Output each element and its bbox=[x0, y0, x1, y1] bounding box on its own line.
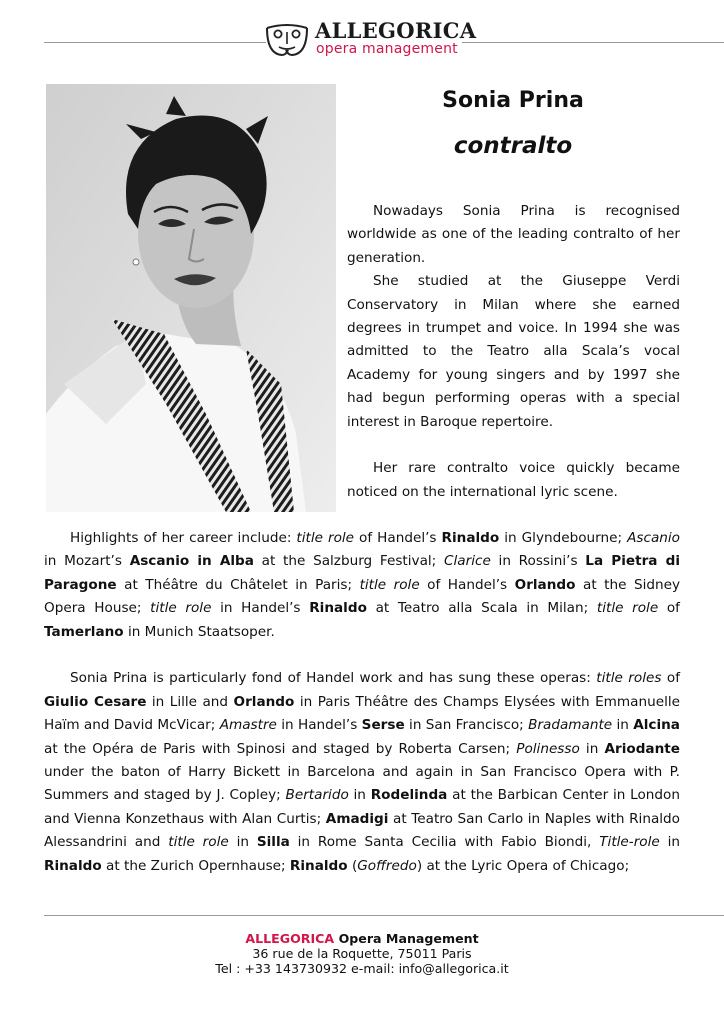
logo-name: ALLEGORICA bbox=[315, 18, 477, 43]
bold-title: Rinaldo bbox=[441, 530, 500, 546]
bold-title: Tamerlano bbox=[44, 623, 124, 640]
bold-title: Alcina bbox=[633, 717, 680, 734]
italic-role: title role bbox=[596, 600, 659, 617]
artist-portrait-photo bbox=[46, 84, 336, 512]
italic-role: Amastre bbox=[219, 717, 277, 734]
italic-role: Ascanio bbox=[627, 530, 680, 546]
body-text bbox=[44, 527, 680, 878]
italic-role: Clarice bbox=[444, 553, 491, 570]
text-run: in Mozart’s bbox=[44, 553, 130, 570]
header-rule-right bbox=[462, 42, 724, 43]
text-run: at Teatro San Carlo in Naples with Rinaldo Alessandrini and bbox=[44, 810, 681, 851]
text-run: under the baton of Harry Bickett in Barcelona and again in San Francisco Opera with P. Summers and staged by J. Copley; bbox=[44, 764, 680, 804]
text-run: ( bbox=[347, 857, 358, 874]
intro-paragraph: Her rare contralto voice quickly became noticed on the international lyric scene. bbox=[347, 460, 680, 500]
italic-role: Bradamante bbox=[528, 717, 613, 734]
bold-title: Ascanio in Alba bbox=[129, 553, 254, 570]
bold-title: La Pietra di Paragone bbox=[44, 553, 681, 593]
italic-role: Goffredo bbox=[357, 857, 417, 874]
text-run: in Handel’s bbox=[276, 717, 362, 734]
text-run: in bbox=[579, 740, 605, 757]
bold-title: Silla bbox=[256, 834, 290, 851]
intro-paragraph: Nowadays Sonia Prina is recognised worldwide as one of the leading contralto of her generation. bbox=[347, 203, 680, 266]
text-run: at Teatro alla Scala in Milan; bbox=[366, 600, 597, 617]
footer-address: 36 rue de la Roquette, 75011 Paris bbox=[252, 946, 472, 961]
italic-role: Title-role bbox=[599, 834, 660, 851]
text-run: in Handel’s bbox=[211, 600, 310, 617]
logo-subtitle: opera management bbox=[316, 41, 458, 57]
bold-title: Serse bbox=[361, 717, 405, 734]
text-run: Highlights of her career include: bbox=[70, 530, 297, 546]
text-run: in San Francisco; bbox=[404, 717, 529, 734]
allegorica-logo bbox=[264, 18, 477, 60]
text-run: at the Barbican Center in London and Vienna Konzethaus with Alan Curtis; bbox=[44, 787, 680, 827]
text-run: in bbox=[659, 834, 680, 851]
text-run: in Glyndebourne; bbox=[499, 530, 628, 546]
bold-title: Orlando bbox=[233, 693, 295, 710]
text-run: of Handel’s bbox=[354, 530, 442, 546]
text-run: at the Salzburg Festival; bbox=[253, 553, 444, 570]
text-run: Sonia Prina is particularly fond of Handel work and has sung these operas: bbox=[70, 670, 597, 687]
text-run: in Rossini’s bbox=[490, 553, 586, 570]
text-run: in bbox=[228, 834, 257, 851]
text-run: of Handel’s bbox=[419, 576, 515, 593]
intro-paragraph: She studied at the Giuseppe Verdi Conservatory in Milan where she earned degrees in trumpet and voice. In 1994 she was admitted to the Teatro alla Scala’s vocal Academy for young singers and by 1997 she had begun performing operas with a special interest in Baroque repertoire. bbox=[347, 273, 680, 430]
italic-role: title role bbox=[296, 530, 355, 546]
theatre-masks-icon bbox=[264, 20, 310, 58]
italic-role: title role bbox=[168, 834, 229, 851]
text-run: ) at the Lyric Opera of Chicago; bbox=[416, 857, 630, 874]
bold-title: Giulio Cesare bbox=[44, 693, 147, 710]
italic-role: title roles bbox=[596, 670, 662, 687]
text-run: at the Sidney Opera House; bbox=[44, 576, 681, 617]
text-run: of bbox=[658, 600, 680, 617]
footer-contact: Tel : +33 143730932 e-mail: info@allegorica.it bbox=[215, 961, 509, 976]
bold-title: Rodelinda bbox=[370, 787, 448, 804]
footer-company-rest: Opera Management bbox=[334, 931, 479, 946]
footer-rule bbox=[44, 915, 724, 916]
text-run: in Munich Staatsoper. bbox=[123, 623, 275, 640]
italic-role: Bertarido bbox=[285, 787, 349, 804]
bold-title: Rinaldo bbox=[309, 600, 367, 617]
text-run: of bbox=[661, 670, 680, 687]
text-run: in bbox=[612, 717, 634, 734]
text-run: at Théâtre du Châtelet in Paris; bbox=[116, 576, 360, 593]
footer-brand: ALLEGORICA bbox=[245, 931, 335, 946]
bold-title: Ariodante bbox=[604, 740, 680, 757]
footer-company bbox=[0, 931, 724, 946]
italic-role: title role bbox=[150, 600, 212, 617]
voice-type: contralto bbox=[453, 133, 573, 159]
bold-title: Amadigi bbox=[325, 810, 389, 827]
handel-repertoire-paragraph bbox=[44, 667, 680, 878]
text-run: in Rome Santa Cecilia with Fabio Biondi, bbox=[289, 834, 600, 851]
text-run: at the Zurich Opernhause; bbox=[101, 857, 290, 874]
text-run: in Lille and bbox=[146, 693, 234, 710]
bold-title: Rinaldo bbox=[289, 857, 348, 874]
italic-role: title role bbox=[359, 576, 420, 593]
intro-column bbox=[347, 200, 680, 504]
artist-name: Sonia Prina bbox=[442, 88, 584, 113]
text-run: in bbox=[348, 787, 371, 804]
text-run: at the Opéra de Paris with Spinosi and staged by Roberta Carsen; bbox=[44, 740, 517, 757]
text-run: in Paris Théâtre des Champs Elysées with Emmanuelle Haïm and David McVicar; bbox=[44, 693, 680, 734]
bold-title: Rinaldo bbox=[44, 857, 102, 874]
footer bbox=[0, 931, 724, 976]
bold-title: Orlando bbox=[514, 576, 576, 593]
career-highlights-paragraph bbox=[44, 527, 680, 644]
italic-role: Polinesso bbox=[516, 740, 580, 757]
header-rule-left bbox=[44, 42, 266, 43]
